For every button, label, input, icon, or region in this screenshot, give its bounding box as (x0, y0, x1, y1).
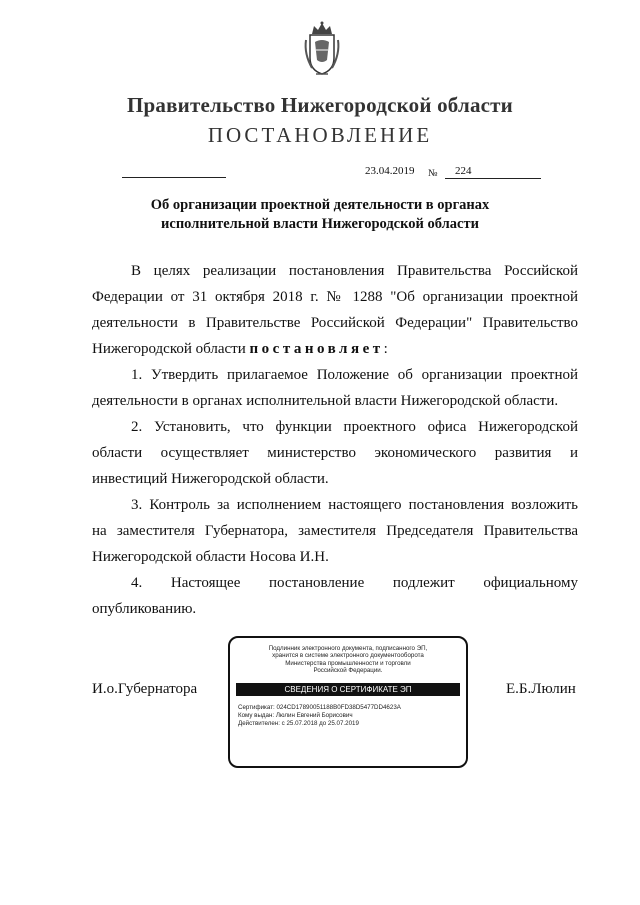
document-type: ПОСТАНОВЛЕНИЕ (207, 123, 433, 147)
subject-line: исполнительной власти Нижегородской области (161, 216, 479, 232)
ep-notice-line: Подлинник электронного документа, подписанного ЭП, (268, 645, 428, 652)
blank-line (122, 177, 226, 178)
number-underline (445, 178, 541, 179)
document-body (92, 258, 578, 622)
subject-line: Об организации проектной деятельности в органах (150, 197, 490, 213)
document-subject (120, 196, 520, 234)
body-line: инвестиций Нижегородской области. (92, 471, 329, 487)
body-line: 1. Утвердить прилагаемое Положение об организации проектной (131, 367, 578, 383)
electronic-signature-stamp (228, 636, 468, 768)
signer-position: И.о.Губернатора (92, 681, 198, 697)
coat-of-arms-icon (302, 20, 342, 76)
body-line: 4. Настоящее постановление подлежит официальному (131, 575, 578, 591)
body-line: деятельности в Правительстве Российской Федерации" Правительство (92, 315, 578, 331)
number-sign: № (428, 168, 438, 179)
body-line: 3. Контроль за исполнением настоящего постановления возложить (131, 497, 578, 513)
body-line: области осуществляет министерство экономического развития и (92, 445, 578, 461)
body-line: деятельности в органах исполнительной власти Нижегородской области. (92, 393, 559, 409)
signer-name: Е.Б.Люлин (506, 681, 576, 697)
document-date: 23.04.2019 (365, 165, 415, 177)
ep-issued-to: Кому выдан: Люлин Евгений Борисович (238, 712, 353, 719)
body-line: Нижегородской области Носова И.Н. (92, 549, 329, 565)
decree-word: постановляет (249, 341, 384, 357)
ep-notice-line: Министерства промышленности и торговли (285, 659, 411, 667)
ep-certificate-id: Сертификат: 024CD17890051188B0FD38D5477DD4623A (238, 704, 401, 711)
body-line: 2. Установить, что функции проектного офиса Нижегородской (131, 419, 578, 435)
ep-notice-line: Российской Федерации. (313, 667, 383, 675)
body-text: : (383, 341, 388, 357)
body-line: В целях реализации постановления Правительства Российской (131, 263, 578, 279)
body-line: Федерации от 31 октября 2018 г. № 1288 "Об организации проектной (92, 289, 578, 305)
ep-certificate-info (238, 704, 401, 728)
ep-notice (238, 645, 458, 675)
document-number: 224 (455, 165, 472, 177)
government-title: Правительство Нижегородской области (127, 93, 513, 117)
body-line (92, 336, 578, 362)
body-text: Нижегородской области (92, 341, 250, 357)
body-line: опубликованию. (92, 601, 197, 617)
ep-notice-line: хранится в системе электронного документооборота (272, 652, 424, 660)
ep-validity: Действителен: с 25.07.2018 до 25.07.2019 (238, 720, 359, 727)
body-line: на заместителя Губернатора, заместителя Председателя Правительства (92, 523, 578, 539)
ep-certificate-header: СВЕДЕНИЯ О СЕРТИФИКАТЕ ЭП (236, 683, 460, 696)
